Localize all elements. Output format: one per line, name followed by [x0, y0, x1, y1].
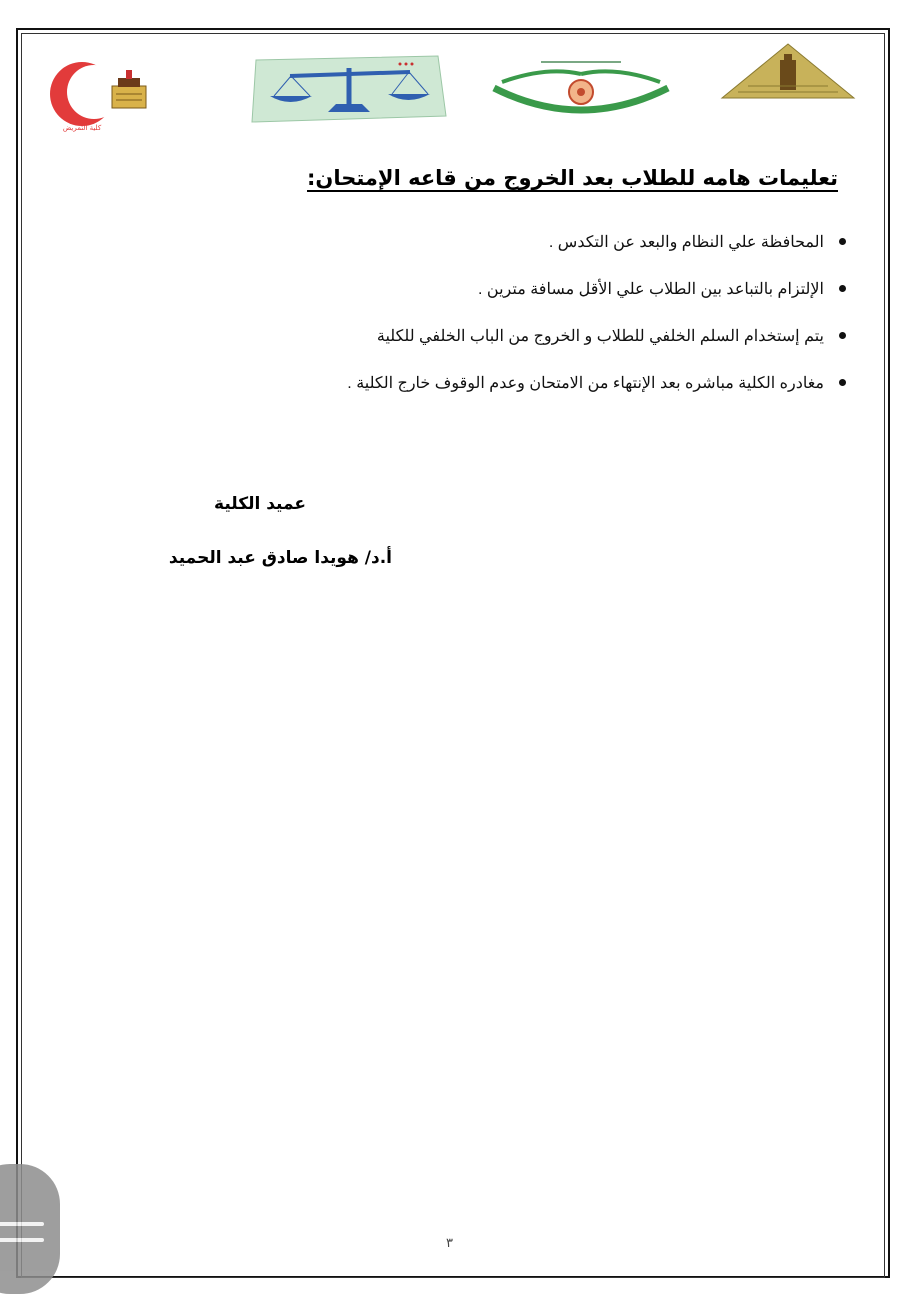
instruction-list: [226, 232, 846, 420]
scale-logo: [250, 54, 450, 124]
logo-header: [40, 40, 860, 132]
signature-name: أ.د/ هويدا صادق عبد الحميد: [168, 548, 392, 568]
list-item: [226, 232, 846, 279]
menu-icon: [0, 1222, 44, 1226]
bullet-icon: [839, 379, 846, 386]
bullet-icon: [839, 238, 846, 245]
page-inner-border: [21, 33, 885, 1278]
crescent-logo: [42, 62, 172, 132]
list-item: [226, 373, 846, 420]
list-item: [226, 279, 846, 326]
page-number: ٣: [446, 1236, 453, 1251]
instruction-text: الإلتزام بالتباعد بين الطلاب علي الأقل مسافة مترين .: [478, 281, 824, 298]
crescent-logo-caption: كلية التمريض: [62, 124, 102, 132]
document-title: تعليمات هامه للطلاب بعد الخروج من قاعه الإمتحان:: [307, 166, 838, 190]
bullet-icon: [839, 332, 846, 339]
signature-title: عميد الكلية: [214, 494, 306, 514]
bullet-icon: [839, 285, 846, 292]
instruction-text: المحافظة علي النظام والبعد عن التكدس .: [548, 234, 824, 251]
list-item: [226, 326, 846, 373]
instruction-text: يتم إستخدام السلم الخلفي للطلاب و الخروج من الباب الخلفي للكلية: [376, 328, 824, 345]
menu-icon: [0, 1238, 44, 1242]
wreath-logo: [486, 52, 676, 122]
menu-handle-button[interactable]: [0, 1164, 60, 1294]
pyramid-logo: [718, 40, 858, 102]
instruction-text: مغادره الكلية مباشره بعد الإنتهاء من الامتحان وعدم الوقوف خارج الكلية .: [347, 375, 824, 392]
